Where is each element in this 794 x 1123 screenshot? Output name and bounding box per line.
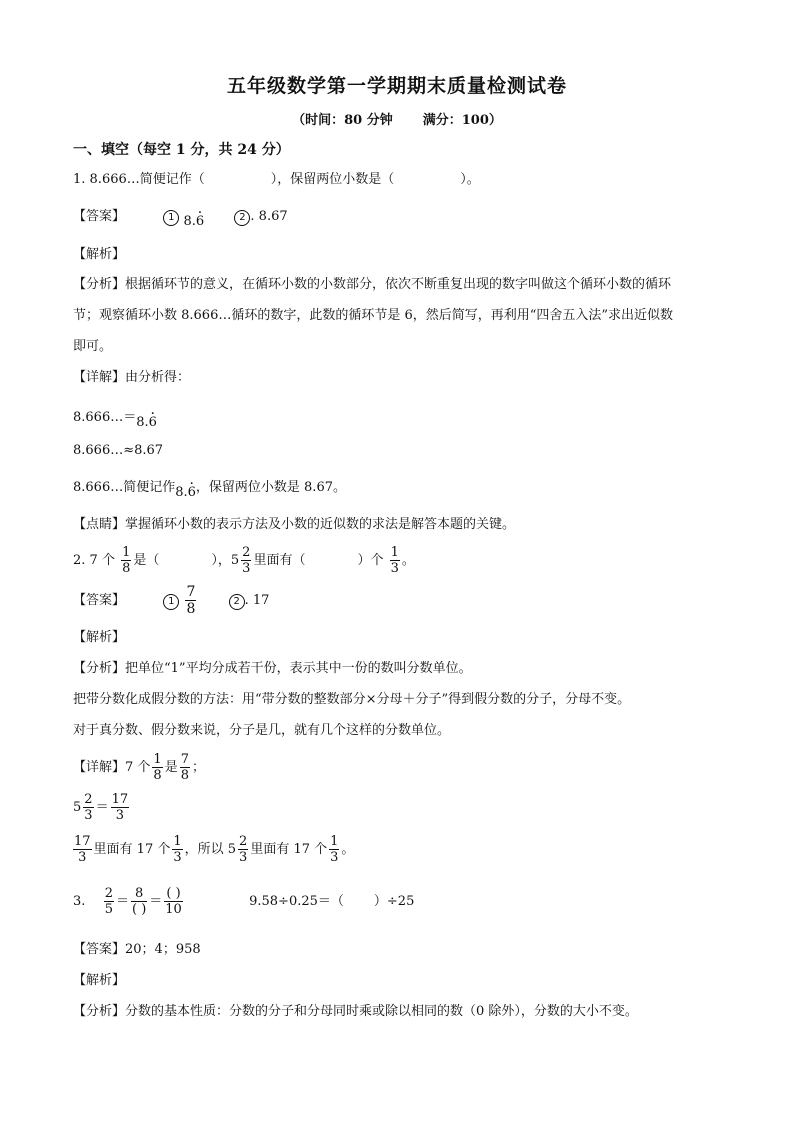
question-3: 3. $\frac{2}{5}$ ＝ $\frac{8}{( )}$ ＝ $\frac{( )}{10}$ 9.58÷0.25＝（ ）÷25 (73, 886, 415, 917)
q1-fenxi-line-1: 【分析】根据循环节的意义，在循环小数的小数部分，依次不断重复出现的数字叫做这个循环小数的循环 (73, 277, 672, 292)
page-title: 五年级数学第一学期期末质量检测试卷 (226, 75, 567, 97)
q1-fenxi-line-3: 即可。 (73, 339, 113, 354)
circled-number-icon: 2 (229, 594, 245, 610)
q1-answer (73, 208, 288, 229)
circled-number-icon: 1 (163, 210, 179, 226)
q1-stem-c: ）。 (460, 172, 480, 187)
fraction: $\frac{( )}{10}$ (165, 886, 182, 917)
q3-expression-a: 9.58÷0.25＝（ (249, 894, 344, 909)
fraction: $\frac{8}{( )}$ (131, 886, 147, 917)
q3-answer: 【答案】20；4；958 (73, 942, 201, 957)
q2-answer-1: $\frac{7}{8}$ (186, 584, 196, 617)
question-1 (73, 171, 480, 189)
q2-fenxi-line-3: 对于真分数、假分数来说，分子是几，就有几个这样的分数单位。 (73, 723, 451, 738)
q2-xiangjie-line-2: 5 $\frac{2}{3}$ ＝ $\frac{17}{3}$ (73, 792, 129, 823)
answer-tag: 【答案】 (73, 209, 126, 224)
q1-fenxi-line-2: 节；观察循环小数 8.666…循环的数字，此数的循环节是 6，然后简写，再利用“四舍五入法”求出近似数 (73, 308, 674, 323)
repeating-digit: 6 · (196, 213, 204, 231)
question-2: 2. 7 个 $\frac{1}{8}$ 是（ ），5 $\frac{2}{3}$ 里面有（ ）个 $\frac{1}{3}$ 。 (73, 545, 415, 576)
q1-stem-b: ），保留两位小数是（ (270, 172, 395, 187)
q2-fenxi-line-1: 【分析】把单位“1”平均分成若干份，表示其中一份的数叫分数单位。 (73, 661, 472, 676)
fraction: $\frac{17}{3}$ (111, 792, 129, 823)
fraction: $\frac{1}{3}$ (390, 545, 399, 576)
exam-time: （时间：80 分钟 (292, 113, 393, 128)
circled-number-icon: 2 (234, 210, 250, 226)
fraction: $\frac{1}{8}$ (122, 545, 131, 576)
exam-info (0, 109, 794, 128)
fraction: $\frac{2}{3}$ (84, 792, 93, 823)
q2-answer-2: . 17 (244, 593, 270, 608)
q1-answer-2: . 8.67 (250, 209, 288, 224)
q2-xiangjie-line-3: $\frac{17}{3}$ 里面有 17 个 $\frac{1}{3}$ ，所以 5 $\frac{2}{3}$ 里面有 17 个 $\frac{1}{3}$ 。 (74, 834, 355, 865)
q1-work-line-2: 8.666…≈8.67 (73, 443, 164, 458)
fraction: $\frac{17}{3}$ (74, 834, 91, 865)
q1-xiangjie: 【详解】由分析得： (73, 370, 191, 385)
q1-work-line-3: 8.666…简便记作8.6 ·，保留两位小数是 8.67。 (73, 479, 346, 497)
q1-answer-1: 8.6 · (183, 214, 204, 229)
fraction: $\frac{7}{8}$ (180, 752, 189, 783)
exam-score: 满分：100） (422, 113, 502, 128)
q2-answer (73, 584, 269, 617)
fraction: $\frac{2}{3}$ (239, 834, 248, 865)
analysis-tag: 【解析】 (73, 973, 126, 988)
q1-work-line-1: 8.666…＝8.6 · (73, 409, 157, 427)
q3-fenxi: 【分析】分数的基本性质：分数的分子和分母同时乘或除以相同的数（0 除外），分数的大小不变。 (73, 1004, 638, 1019)
fraction: $\frac{2}{5}$ (104, 886, 113, 917)
fraction: $\frac{1}{8}$ (153, 752, 162, 783)
fraction: $\frac{2}{3}$ (242, 545, 251, 576)
fraction: $\frac{1}{3}$ (173, 834, 182, 865)
q2-xiangjie-line-1: 【详解】7 个 $\frac{1}{8}$ 是 $\frac{7}{8}$ ； (73, 752, 206, 783)
analysis-tag: 【解析】 (73, 630, 126, 645)
q3-expression-b: ）÷25 (373, 894, 415, 909)
q1-dianjing: 【点睛】掌握循环小数的表示方法及小数的近似数的求法是解答本题的关键。 (73, 517, 516, 532)
answer-tag: 【答案】 (73, 593, 126, 608)
analysis-tag: 【解析】 (73, 247, 126, 262)
fraction: $\frac{1}{3}$ (330, 834, 339, 865)
section-heading: 一、填空（每空 1 分，共 24 分） (73, 142, 290, 158)
q1-stem-a: 1. 8.666…简便记作（ (73, 172, 205, 187)
circled-number-icon: 1 (163, 594, 179, 610)
q2-fenxi-line-2: 把带分数化成假分数的方法：用“带分数的整数部分×分母＋分子”得到假分数的分子，分母不变。 (73, 692, 631, 707)
